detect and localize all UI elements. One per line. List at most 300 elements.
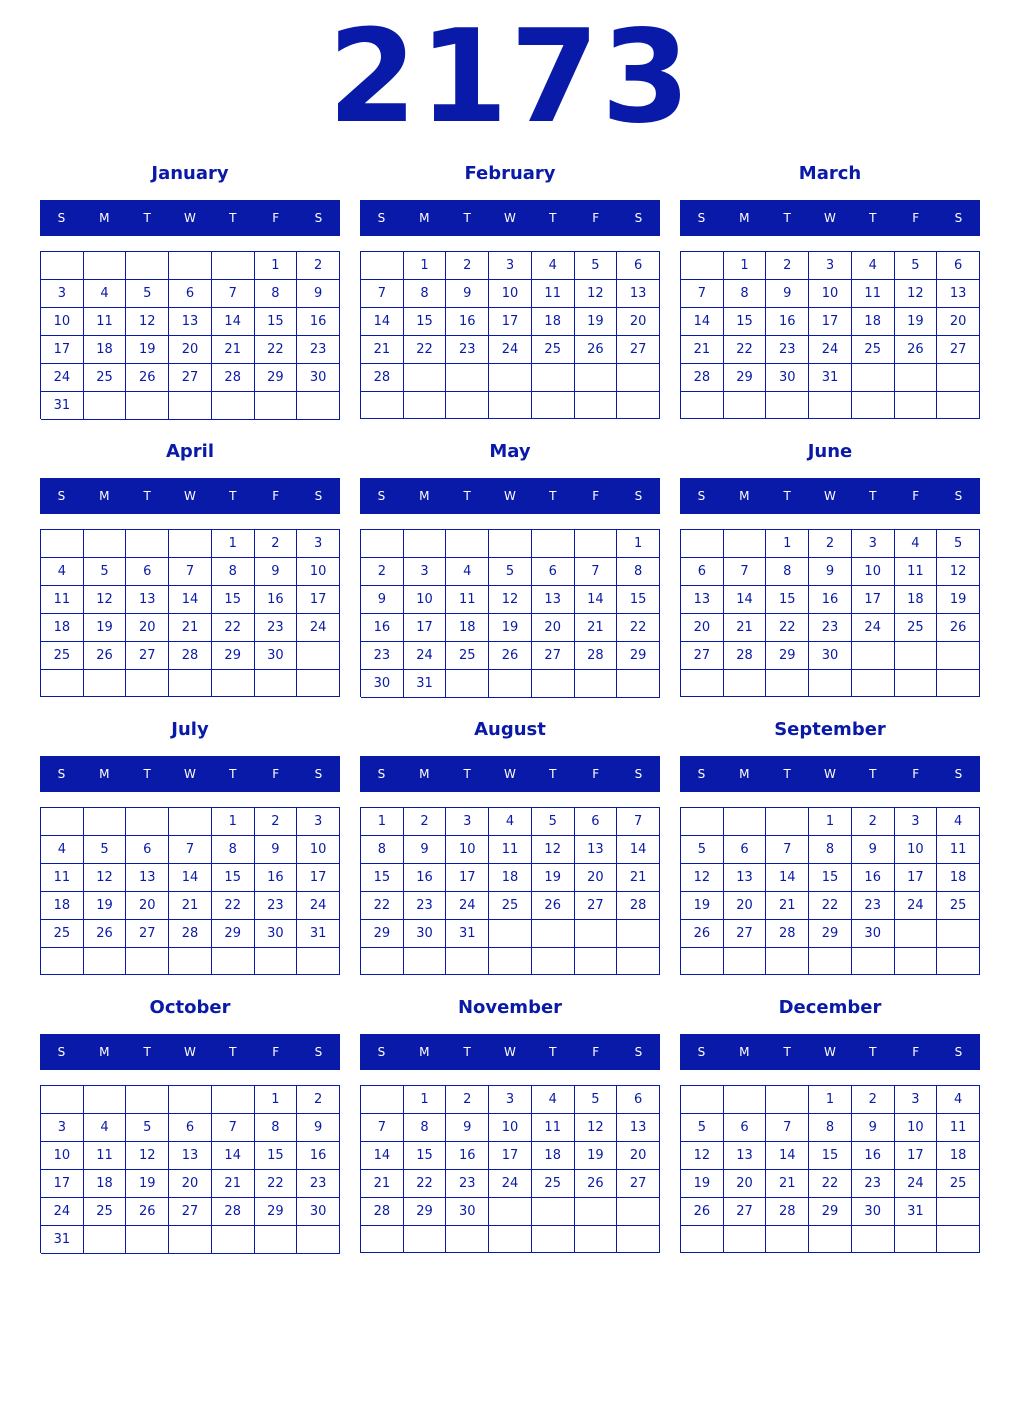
- day-cell: 23: [255, 614, 298, 642]
- empty-day-cell: [766, 1226, 809, 1253]
- weekday-label: T: [229, 1045, 237, 1059]
- day-grid: [680, 251, 980, 419]
- weekday-label: T: [229, 489, 237, 503]
- day-cell: 25: [84, 1198, 127, 1226]
- weekday-label: S: [697, 1045, 706, 1059]
- empty-day-cell: [852, 948, 895, 975]
- day-cell: 30: [404, 920, 447, 948]
- day-cell: 30: [297, 364, 340, 392]
- empty-day-cell: [489, 392, 532, 419]
- day-cell: 23: [361, 642, 404, 670]
- empty-day-cell: [84, 530, 127, 558]
- day-cell: 4: [532, 252, 575, 280]
- weekday-label: W: [824, 211, 836, 225]
- day-cell: 21: [617, 864, 660, 892]
- weekday-label: S: [954, 1045, 963, 1059]
- empty-day-cell: [489, 670, 532, 698]
- day-cell: 2: [852, 808, 895, 836]
- day-cell: 5: [532, 808, 575, 836]
- empty-day-cell: [809, 670, 852, 697]
- day-grid: [360, 1085, 660, 1253]
- day-cell: 21: [766, 1170, 809, 1198]
- weekday-label: S: [377, 1045, 386, 1059]
- empty-day-cell: [617, 364, 660, 392]
- day-cell: 6: [169, 1114, 212, 1142]
- day-cell: 2: [852, 1086, 895, 1114]
- day-cell: 10: [895, 836, 938, 864]
- empty-day-cell: [126, 1226, 169, 1254]
- weekday-label: T: [143, 767, 151, 781]
- empty-day-cell: [84, 252, 127, 280]
- empty-day-cell: [255, 392, 298, 420]
- day-cell: 25: [41, 642, 84, 670]
- weekday-label: F: [912, 211, 920, 225]
- day-cell: 28: [169, 920, 212, 948]
- empty-day-cell: [41, 252, 84, 280]
- day-cell: 6: [681, 558, 724, 586]
- day-cell: 5: [575, 252, 618, 280]
- day-cell: 4: [84, 280, 127, 308]
- empty-day-cell: [489, 920, 532, 948]
- day-cell: 9: [809, 558, 852, 586]
- day-cell: 7: [724, 558, 767, 586]
- day-cell: 18: [532, 1142, 575, 1170]
- day-grid: [680, 1085, 980, 1253]
- day-cell: 25: [937, 1170, 980, 1198]
- empty-day-cell: [681, 1086, 724, 1114]
- day-cell: 29: [809, 920, 852, 948]
- empty-day-cell: [126, 670, 169, 697]
- day-cell: 18: [489, 864, 532, 892]
- day-cell: 13: [724, 1142, 767, 1170]
- day-cell: 26: [126, 1198, 169, 1226]
- day-cell: 8: [809, 1114, 852, 1142]
- day-cell: 8: [617, 558, 660, 586]
- day-cell: 15: [255, 1142, 298, 1170]
- empty-day-cell: [681, 252, 724, 280]
- weekday-label: S: [697, 489, 706, 503]
- empty-day-cell: [724, 808, 767, 836]
- day-cell: 20: [575, 864, 618, 892]
- day-cell: 20: [681, 614, 724, 642]
- weekday-label: S: [697, 767, 706, 781]
- day-cell: 12: [532, 836, 575, 864]
- empty-day-cell: [617, 670, 660, 698]
- empty-day-cell: [84, 808, 127, 836]
- day-cell: 21: [575, 614, 618, 642]
- day-cell: 19: [575, 1142, 618, 1170]
- day-cell: 12: [937, 558, 980, 586]
- empty-day-cell: [532, 920, 575, 948]
- day-cell: 24: [41, 1198, 84, 1226]
- day-cell: 15: [809, 1142, 852, 1170]
- day-cell: 16: [852, 1142, 895, 1170]
- day-cell: 2: [766, 252, 809, 280]
- empty-day-cell: [169, 670, 212, 697]
- weekday-label: S: [314, 767, 323, 781]
- empty-day-cell: [169, 392, 212, 420]
- day-cell: 21: [361, 336, 404, 364]
- day-cell: 10: [489, 280, 532, 308]
- day-cell: 18: [84, 1170, 127, 1198]
- day-cell: 24: [41, 364, 84, 392]
- day-cell: 28: [766, 1198, 809, 1226]
- day-cell: 30: [297, 1198, 340, 1226]
- day-cell: 13: [617, 280, 660, 308]
- day-cell: 2: [255, 808, 298, 836]
- day-cell: 25: [532, 1170, 575, 1198]
- empty-day-cell: [404, 530, 447, 558]
- day-cell: 24: [297, 892, 340, 920]
- month-name: March: [798, 163, 862, 184]
- empty-day-cell: [446, 1226, 489, 1253]
- day-cell: 8: [212, 558, 255, 586]
- weekday-label: T: [549, 211, 557, 225]
- empty-day-cell: [84, 948, 127, 975]
- day-cell: 20: [169, 336, 212, 364]
- empty-day-cell: [169, 1226, 212, 1254]
- weekday-label: T: [783, 767, 791, 781]
- day-cell: 4: [937, 808, 980, 836]
- empty-day-cell: [126, 808, 169, 836]
- empty-day-cell: [532, 1226, 575, 1253]
- day-cell: 29: [255, 1198, 298, 1226]
- empty-day-cell: [169, 530, 212, 558]
- day-cell: 10: [297, 558, 340, 586]
- day-cell: 10: [404, 586, 447, 614]
- day-cell: 14: [212, 308, 255, 336]
- day-cell: 14: [766, 864, 809, 892]
- day-cell: 2: [255, 530, 298, 558]
- empty-day-cell: [575, 530, 618, 558]
- day-cell: 15: [361, 864, 404, 892]
- day-cell: 17: [41, 336, 84, 364]
- day-cell: 15: [404, 1142, 447, 1170]
- day-cell: 15: [617, 586, 660, 614]
- day-cell: 26: [489, 642, 532, 670]
- month-name: November: [457, 997, 563, 1018]
- day-cell: 31: [41, 1226, 84, 1254]
- day-cell: 28: [169, 642, 212, 670]
- weekday-label: F: [912, 489, 920, 503]
- weekday-label: S: [954, 211, 963, 225]
- day-cell: 1: [212, 808, 255, 836]
- empty-day-cell: [575, 364, 618, 392]
- day-cell: 6: [169, 280, 212, 308]
- day-cell: 8: [255, 280, 298, 308]
- empty-day-cell: [489, 364, 532, 392]
- empty-day-cell: [212, 670, 255, 697]
- empty-day-cell: [937, 364, 980, 392]
- empty-day-cell: [852, 670, 895, 697]
- empty-day-cell: [937, 1226, 980, 1253]
- day-grid: [40, 529, 340, 697]
- weekday-header: [360, 200, 660, 236]
- day-cell: 24: [489, 336, 532, 364]
- day-cell: 14: [169, 864, 212, 892]
- day-cell: 18: [937, 864, 980, 892]
- day-cell: 26: [937, 614, 980, 642]
- empty-day-cell: [255, 1226, 298, 1254]
- empty-day-cell: [937, 392, 980, 419]
- year-title: 2173: [327, 3, 693, 152]
- weekday-label: M: [419, 767, 430, 781]
- empty-day-cell: [681, 392, 724, 419]
- day-cell: 4: [489, 808, 532, 836]
- empty-day-cell: [361, 530, 404, 558]
- weekday-label: W: [184, 211, 196, 225]
- day-cell: 14: [617, 836, 660, 864]
- empty-day-cell: [361, 948, 404, 975]
- day-cell: 28: [724, 642, 767, 670]
- day-cell: 15: [255, 308, 298, 336]
- day-grid: [40, 807, 340, 975]
- weekday-label: W: [824, 489, 836, 503]
- day-cell: 13: [617, 1114, 660, 1142]
- day-cell: 21: [361, 1170, 404, 1198]
- weekday-header: [360, 1034, 660, 1070]
- weekday-label: W: [504, 489, 516, 503]
- empty-day-cell: [532, 364, 575, 392]
- empty-day-cell: [361, 252, 404, 280]
- day-cell: 22: [255, 336, 298, 364]
- weekday-label: S: [57, 767, 66, 781]
- day-cell: 4: [895, 530, 938, 558]
- day-cell: 28: [212, 364, 255, 392]
- day-cell: 7: [169, 558, 212, 586]
- day-cell: 17: [809, 308, 852, 336]
- weekday-label: S: [954, 767, 963, 781]
- empty-day-cell: [575, 670, 618, 698]
- weekday-label: M: [99, 767, 110, 781]
- empty-day-cell: [724, 1226, 767, 1253]
- day-cell: 5: [681, 836, 724, 864]
- day-cell: 19: [681, 1170, 724, 1198]
- day-cell: 23: [446, 1170, 489, 1198]
- day-cell: 21: [724, 614, 767, 642]
- weekday-header: [40, 478, 340, 514]
- day-cell: 29: [809, 1198, 852, 1226]
- day-cell: 7: [361, 1114, 404, 1142]
- day-cell: 17: [895, 864, 938, 892]
- day-cell: 18: [446, 614, 489, 642]
- day-cell: 7: [212, 1114, 255, 1142]
- day-cell: 14: [361, 1142, 404, 1170]
- day-cell: 13: [126, 864, 169, 892]
- day-cell: 25: [446, 642, 489, 670]
- weekday-label: F: [272, 1045, 280, 1059]
- weekday-header: [40, 200, 340, 236]
- day-cell: 7: [681, 280, 724, 308]
- day-cell: 7: [766, 1114, 809, 1142]
- empty-day-cell: [937, 948, 980, 975]
- empty-day-cell: [937, 920, 980, 948]
- empty-day-cell: [681, 948, 724, 975]
- day-cell: 23: [255, 892, 298, 920]
- empty-day-cell: [126, 252, 169, 280]
- weekday-label: T: [463, 489, 471, 503]
- day-cell: 20: [169, 1170, 212, 1198]
- weekday-label: S: [634, 767, 643, 781]
- weekday-label: W: [504, 767, 516, 781]
- day-cell: 21: [681, 336, 724, 364]
- day-cell: 8: [404, 280, 447, 308]
- day-cell: 17: [489, 308, 532, 336]
- day-cell: 19: [895, 308, 938, 336]
- day-cell: 27: [169, 1198, 212, 1226]
- day-cell: 5: [937, 530, 980, 558]
- weekday-label: T: [869, 767, 877, 781]
- empty-day-cell: [809, 1226, 852, 1253]
- day-cell: 3: [297, 808, 340, 836]
- day-cell: 5: [575, 1086, 618, 1114]
- day-cell: 26: [681, 920, 724, 948]
- day-cell: 27: [126, 920, 169, 948]
- empty-day-cell: [84, 1086, 127, 1114]
- day-cell: 9: [297, 1114, 340, 1142]
- day-cell: 22: [809, 1170, 852, 1198]
- day-cell: 3: [404, 558, 447, 586]
- day-grid: [360, 807, 660, 975]
- day-cell: 20: [532, 614, 575, 642]
- weekday-header: [680, 756, 980, 792]
- day-cell: 19: [126, 336, 169, 364]
- weekday-label: T: [549, 489, 557, 503]
- day-cell: 16: [361, 614, 404, 642]
- weekday-header: [680, 1034, 980, 1070]
- weekday-label: S: [314, 211, 323, 225]
- day-cell: 13: [532, 586, 575, 614]
- weekday-label: T: [783, 211, 791, 225]
- day-cell: 7: [575, 558, 618, 586]
- weekday-label: F: [592, 767, 600, 781]
- empty-day-cell: [852, 364, 895, 392]
- day-cell: 17: [446, 864, 489, 892]
- weekday-label: W: [504, 211, 516, 225]
- empty-day-cell: [724, 530, 767, 558]
- day-cell: 13: [937, 280, 980, 308]
- day-cell: 2: [404, 808, 447, 836]
- day-cell: 27: [126, 642, 169, 670]
- day-cell: 19: [84, 614, 127, 642]
- weekday-label: T: [229, 767, 237, 781]
- day-cell: 16: [446, 1142, 489, 1170]
- weekday-label: M: [419, 211, 430, 225]
- day-cell: 23: [852, 1170, 895, 1198]
- day-cell: 17: [489, 1142, 532, 1170]
- empty-day-cell: [41, 530, 84, 558]
- weekday-header: [40, 1034, 340, 1070]
- weekday-label: M: [99, 1045, 110, 1059]
- day-cell: 11: [41, 586, 84, 614]
- day-cell: 26: [84, 920, 127, 948]
- empty-day-cell: [446, 670, 489, 698]
- day-cell: 8: [809, 836, 852, 864]
- empty-day-cell: [617, 1226, 660, 1253]
- day-cell: 11: [532, 280, 575, 308]
- day-cell: 31: [809, 364, 852, 392]
- day-cell: 16: [255, 586, 298, 614]
- day-cell: 26: [575, 1170, 618, 1198]
- day-cell: 19: [126, 1170, 169, 1198]
- empty-day-cell: [575, 1198, 618, 1226]
- day-cell: 25: [41, 920, 84, 948]
- day-cell: 28: [681, 364, 724, 392]
- empty-day-cell: [575, 392, 618, 419]
- day-cell: 2: [297, 1086, 340, 1114]
- day-cell: 22: [404, 1170, 447, 1198]
- day-cell: 27: [617, 336, 660, 364]
- empty-day-cell: [809, 948, 852, 975]
- day-cell: 9: [852, 1114, 895, 1142]
- day-cell: 17: [41, 1170, 84, 1198]
- empty-day-cell: [724, 392, 767, 419]
- day-cell: 3: [895, 808, 938, 836]
- month-name: April: [165, 441, 215, 462]
- day-cell: 18: [84, 336, 127, 364]
- day-cell: 13: [169, 1142, 212, 1170]
- day-cell: 11: [532, 1114, 575, 1142]
- weekday-label: S: [697, 211, 706, 225]
- empty-day-cell: [212, 1086, 255, 1114]
- empty-day-cell: [255, 670, 298, 697]
- empty-day-cell: [895, 670, 938, 697]
- empty-day-cell: [681, 530, 724, 558]
- day-cell: 17: [297, 864, 340, 892]
- day-cell: 16: [297, 308, 340, 336]
- day-cell: 7: [212, 280, 255, 308]
- empty-day-cell: [895, 920, 938, 948]
- day-cell: 6: [575, 808, 618, 836]
- day-cell: 10: [41, 308, 84, 336]
- day-cell: 6: [126, 558, 169, 586]
- day-cell: 19: [937, 586, 980, 614]
- day-cell: 15: [766, 586, 809, 614]
- weekday-label: S: [57, 1045, 66, 1059]
- weekday-label: M: [739, 211, 750, 225]
- weekday-label: F: [912, 767, 920, 781]
- day-cell: 31: [404, 670, 447, 698]
- day-cell: 7: [361, 280, 404, 308]
- day-cell: 16: [852, 864, 895, 892]
- weekday-label: S: [377, 767, 386, 781]
- day-cell: 6: [126, 836, 169, 864]
- day-cell: 23: [297, 1170, 340, 1198]
- day-cell: 30: [446, 1198, 489, 1226]
- weekday-label: T: [869, 211, 877, 225]
- weekday-label: T: [229, 211, 237, 225]
- day-cell: 24: [297, 614, 340, 642]
- empty-day-cell: [84, 1226, 127, 1254]
- day-cell: 4: [937, 1086, 980, 1114]
- empty-day-cell: [297, 392, 340, 420]
- day-cell: 26: [681, 1198, 724, 1226]
- empty-day-cell: [766, 808, 809, 836]
- day-cell: 7: [169, 836, 212, 864]
- day-cell: 22: [255, 1170, 298, 1198]
- day-cell: 5: [84, 558, 127, 586]
- empty-day-cell: [404, 1226, 447, 1253]
- empty-day-cell: [766, 948, 809, 975]
- day-cell: 17: [852, 586, 895, 614]
- day-cell: 23: [404, 892, 447, 920]
- day-cell: 11: [937, 836, 980, 864]
- weekday-header: [680, 200, 980, 236]
- weekday-label: W: [184, 767, 196, 781]
- weekday-header: [360, 756, 660, 792]
- day-cell: 17: [404, 614, 447, 642]
- empty-day-cell: [852, 642, 895, 670]
